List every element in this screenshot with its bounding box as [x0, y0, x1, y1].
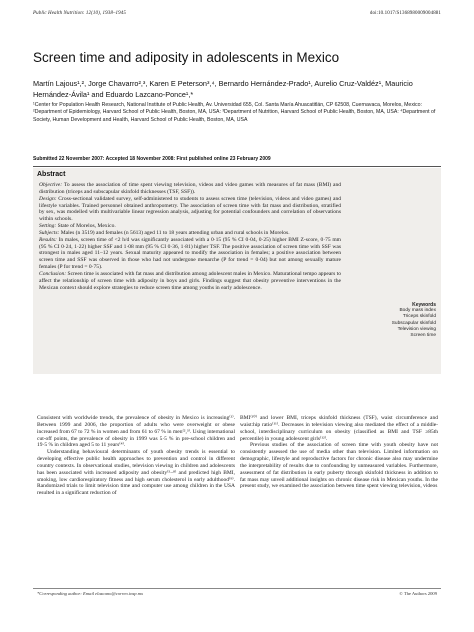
keyword-item: Triceps skinfold	[402, 314, 436, 320]
copyright: © The Authors 2009	[399, 591, 437, 596]
keyword-item: Subscapular skinfold	[391, 320, 436, 326]
keywords-heading: Keywords	[412, 302, 436, 308]
doi: doi:10.1017/S1368980009004881	[369, 11, 441, 16]
corresponding-author-note: *Corresponding author: Email elazcano@correo.insp.mx	[37, 591, 144, 596]
body-column-left	[37, 415, 235, 497]
keywords	[366, 302, 436, 339]
body-paragraph: Previous studies of the association of screen time with youth obesity have not consistently assessed the use of media other than television. Limited information on demographic, lifestyle and reproductive factors for chronic disease also may undermine the interpretability of results due to confounding by unmeasured variables. Furthermore, assessment of fat distribution in early puberty through skinfold thickness in addition to fat mass may unveil additional insights on chronic disease risk in Mexican youths. In the present study, we examined the association between time spent viewing television, videos	[240, 442, 438, 490]
abstract-design: Design: Cross-sectional validated survey, self-administered to students to assess screen time (television, videos and video games) and lifestyle variables. Trained personnel obtained anthropometry. The association of screen time with fat mass and distribution, stratified by sex, was modelled with multivariable linear regression analysis, adjusting for potential confounders and correlation of observations within schools.	[39, 195, 341, 223]
body-paragraph: Understanding behavioural determinants of youth obesity trends is essential to developing effective public health approaches to prevention and control in different country contexts. In observational studies, television viewing in children and adolescents has been associated with increased adiposity and obesity⁽⁵–⁸⁾ and predicted high BMI, smoking, low cardiorespiratory fitness and high serum cholesterol in early adulthood⁽⁹⁾. Randomized trials to limit television time and computer use among children in the USA resulted in a significant reduction of	[37, 449, 235, 497]
author-list: Martín Lajous¹,², Jorge Chavarro²,³, Karen E Peterson³,⁴, Bernardo Hernández-Prado¹, Aurelio Cruz-Valdéz¹, Mauricio Hernández-Ávila¹ and Eduardo Lazcano-Ponce¹,*	[33, 79, 413, 99]
abstract-divider	[33, 166, 441, 167]
body-paragraph: BMI⁽¹⁰⁾ and lower BMI, triceps skinfold thickness (TSF), waist circumference and waist:hip ratio⁽¹¹⁾. Decreases in television viewing also mediated the effect of a middle-school, interdisciplinary curriculum on obesity (classified as BMI and TSF ≥85th percentile) in young adolescent girls⁽¹²⁾.	[240, 415, 438, 442]
body-column-right	[240, 415, 438, 490]
submission-dates: Submitted 22 November 2007: Accepted 18 November 2008: First published online 23 February 2009	[33, 156, 271, 162]
keyword-item: Screen time	[410, 333, 436, 339]
article-title: Screen time and adiposity in adolescents in Mexico	[33, 50, 340, 65]
body-paragraph: Consistent with worldwide trends, the prevalence of obesity in Mexico is increasing⁽¹⁾. Between 1999 and 2006, the proportion of adults who were overweight or obese increased from 67 to 72 % in women and from 61 to 67 % in men⁽²,³⁾. Using international cut-off points, the prevalence of obesity in 1999 was 5·5 % in pre-school children and 19·5 % in children aged 5 to 11 years⁽⁴⁾.	[37, 415, 235, 449]
keyword-item: Television viewing	[397, 326, 436, 332]
abstract-body	[39, 182, 341, 292]
footer	[37, 591, 437, 596]
abstract-subjects: Subjects: Males (n 3519) and females (n 5613) aged 11 to 18 years attending urban and rural schools in Morelos.	[39, 229, 290, 236]
journal-citation: Public Health Nutrition: 12(10), 1938–1945	[33, 11, 126, 16]
affiliations: ¹Center for Population Health Research, National Institute of Public Health, Av. Universidad 655, Col. Santa María Ahuacatitlán, CP 62508, Cuernavaca, Morelos, Mexico: ²Department of Epidemiology, Harvard School of Public Health, Boston, MA, USA: ³Department of Nutrition, Harvard School of Public Health, Boston, MA, USA: ⁴Department of Society, Human Development and Health, Harvard School of Public Health, Boston, MA, USA	[33, 102, 436, 123]
abstract-objective: Objective: To assess the association of time spent viewing television, videos and video games with measures of fat mass (BMI) and distribution (triceps and subscapular skinfold thicknesses (TSF, SSF)).	[39, 182, 341, 195]
abstract-conclusion: Conclusion: Screen time is associated with fat mass and distribution among adolescent males in Mexico. Maturational tempo appears to affect the relationship of screen time with adiposity in boys and girls. Findings suggest that obesity preventive interventions in the Mexican context should explore strategies to reduce screen time among youths in early adolescence.	[39, 270, 341, 291]
keyword-item: Body mass index	[399, 308, 436, 314]
abstract-results: Results: In males, screen time of <2 h/d was significantly associated with a 0·15 (95 % CI 0·04, 0·25) higher BMI Z-score, 0·75 mm (95 % CI 0·24, 1·22) higher SSF and 1·08 mm (95 % CI 0·36, 1·81) higher TSF. The positive association of screen time with SSF was strongest in males aged 11–12 years. Sexual maturity appeared to modify the association in females; a positive association between screen time and SSF was observed in those who had not undergone menarche (P for trend = 0·04) but not among sexually mature females (P for trend = 0·75).	[39, 236, 341, 271]
abstract-heading: Abstract	[37, 171, 66, 178]
abstract-setting: Setting: State of Morelos, Mexico.	[39, 223, 116, 230]
running-head	[33, 11, 441, 16]
footer-divider	[33, 588, 441, 589]
